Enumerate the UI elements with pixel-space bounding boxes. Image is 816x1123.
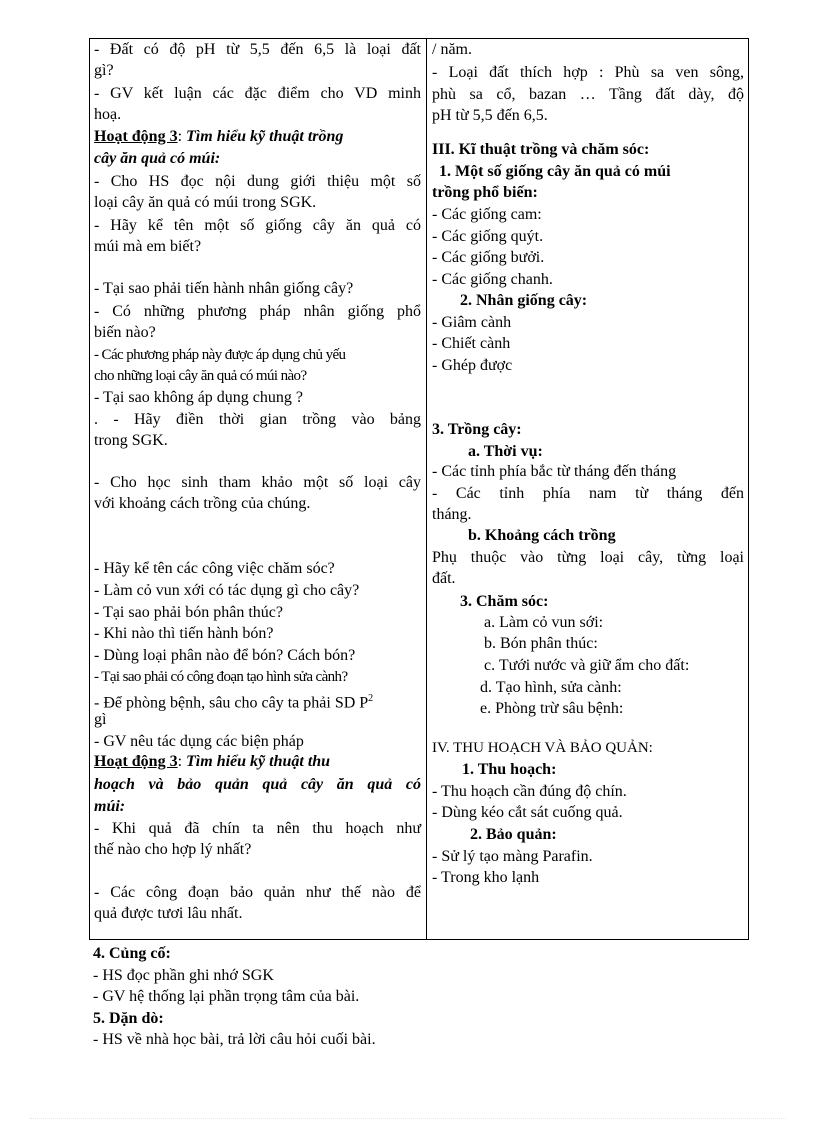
text-line: - Tại sao phải bón phân thúc? [94, 604, 283, 621]
text-line: . - Hãy điền thời gian trồng vào bảng [94, 411, 421, 428]
text-line: - GV kết luận các đặc điểm cho VD minh [94, 85, 421, 102]
text-line: - Đất có độ pH từ 5,5 đến 6,5 là loại đất [94, 41, 421, 58]
text-line: - Các giống bưởi. [432, 249, 545, 266]
section-heading: b. Khoảng cách trồng [468, 527, 616, 544]
text-line: - Giâm cành [432, 314, 512, 331]
section-heading: 3. Chăm sóc: [460, 593, 549, 610]
text-line: - Tại sao không áp dụng chung ? [94, 389, 303, 406]
section-heading: 1. Một số giống cây ăn quả có múi [439, 163, 671, 180]
text-line: - Khi quả đã chín ta nên thu hoạch như [94, 820, 421, 837]
text-line: - HS về nhà học bài, trả lời câu hỏi cuối bài. [93, 1031, 376, 1048]
section-heading: 1. Thu hoạch: [462, 761, 557, 778]
text-line: - Hãy kể tên một số giống cây ăn quả có [94, 217, 421, 234]
text-line: tháng. [432, 506, 472, 523]
text-line: e. Phòng trừ sâu bệnh: [480, 700, 624, 717]
activity-heading: hoạch và bảo quản quả cây ăn quả có [94, 776, 421, 793]
section-heading: III. Kĩ thuật trồng và chăm sóc: [432, 141, 650, 158]
text-line: Phụ thuộc vào từng loại cây, từng loại [432, 549, 744, 566]
page-footer-line [30, 1118, 786, 1119]
text-line: a. Làm cỏ vun sới: [484, 614, 604, 631]
text-line: - GV hệ thống lại phần trọng tâm của bài. [93, 988, 360, 1005]
text-line: - Có những phương pháp nhân giống phổ [94, 303, 421, 320]
text-line: gì [94, 711, 107, 728]
text-line: - Cho học sinh tham khảo một số loại cây [94, 474, 421, 491]
text-line: - Các tỉnh phía nam từ tháng đến [432, 485, 744, 502]
text-line: d. Tạo hình, sửa cành: [480, 679, 622, 696]
text-line: trong SGK. [94, 432, 168, 449]
text-line: - Các giống quýt. [432, 228, 544, 245]
text-line: pH từ 5,5 đến 6,5. [432, 107, 548, 124]
section-heading: trồng phổ biến: [432, 184, 538, 201]
text-line: đất. [432, 570, 456, 587]
text-line: - Để phòng bệnh, sâu cho cây ta phải SD $P^2$ [94, 693, 374, 712]
section-heading: 3. Trồng cây: [432, 421, 522, 438]
text-line: - Sử lý tạo màng Parafin. [432, 848, 593, 865]
text-line: gì? [94, 62, 114, 79]
text-line: b. Bón phân thúc: [484, 635, 598, 652]
text-line: - Tại sao phải tiến hành nhân giống cây? [94, 280, 354, 297]
text-line: - Các tỉnh phía bắc từ tháng đến tháng [432, 463, 677, 480]
text-line: - Ghép được [432, 357, 513, 374]
text-line: c. Tưới nước và giữ ẩm cho đất: [484, 657, 690, 674]
text-line: - Tại sao phải có công đoạn tạo hình sửa cành? [94, 669, 348, 685]
text-line: - Các phương pháp này được áp dụng chủ yếu [94, 347, 346, 363]
text-line: thế nào cho hợp lý nhất? [94, 841, 252, 858]
text-line: hoạ. [94, 106, 122, 123]
activity-heading: Hoạt động 3: Tìm hiểu kỹ thuật trồng [94, 128, 344, 145]
text-line: - Các giống cam: [432, 206, 542, 223]
section-heading: 2. Bảo quản: [470, 826, 557, 843]
text-line: cho những loại cây ăn quả có múi nào? [94, 368, 307, 384]
text-line: - HS đọc phần ghi nhớ SGK [93, 967, 274, 984]
text-line: - Cho HS đọc nội dung giới thiệu một số [94, 173, 421, 190]
text-line: quả được tươi lâu nhất. [94, 905, 243, 922]
section-heading: IV. THU HOẠCH VÀ BẢO QUẢN: [432, 740, 653, 756]
text-line: phù sa cổ, bazan … Tầng đất dày, độ [432, 86, 744, 103]
activity-heading: Hoạt động 3: Tìm hiểu kỹ thuật thu [94, 753, 331, 770]
text-line: - Khi nào thì tiến hành bón? [94, 625, 274, 642]
text-line: - Dùng loại phân nào để bón? Cách bón? [94, 647, 356, 664]
text-line: - Hãy kể tên các công việc chăm sóc? [94, 560, 335, 577]
section-heading: 2. Nhân giống cây: [460, 292, 588, 309]
text-line: - GV nêu tác dụng các biện pháp [94, 733, 304, 750]
text-line: - Loại đất thích hợp : Phù sa ven sông, [432, 64, 744, 81]
section-heading: 4. Củng cố: [93, 945, 171, 962]
section-heading: a. Thời vụ: [468, 443, 543, 460]
section-heading: 5. Dặn dò: [93, 1010, 164, 1027]
activity-heading: múi: [94, 798, 126, 815]
text-line: múi mà em biết? [94, 238, 202, 255]
text-line: - Các công đoạn bảo quản như thế nào để [94, 884, 421, 901]
text-line: với khoảng cách trồng của chúng. [94, 495, 311, 512]
text-line: - Làm cỏ vun xới có tác dụng gì cho cây? [94, 582, 360, 599]
text-line: - Trong kho lạnh [432, 869, 540, 886]
lesson-table [89, 38, 749, 940]
text-line: - Dùng kéo cắt sát cuống quả. [432, 804, 623, 821]
text-line: - Các giống chanh. [432, 271, 553, 288]
column-divider [426, 39, 427, 939]
activity-heading: cây ăn quả có múi: [94, 150, 221, 167]
text-line: - Thu hoạch cần đúng độ chín. [432, 783, 627, 800]
text-line: - Chiết cành [432, 335, 511, 352]
text-line: loại cây ăn quả có múi trong SGK. [94, 194, 317, 211]
text-line: / năm. [432, 41, 472, 58]
text-line: biến nào? [94, 324, 156, 341]
